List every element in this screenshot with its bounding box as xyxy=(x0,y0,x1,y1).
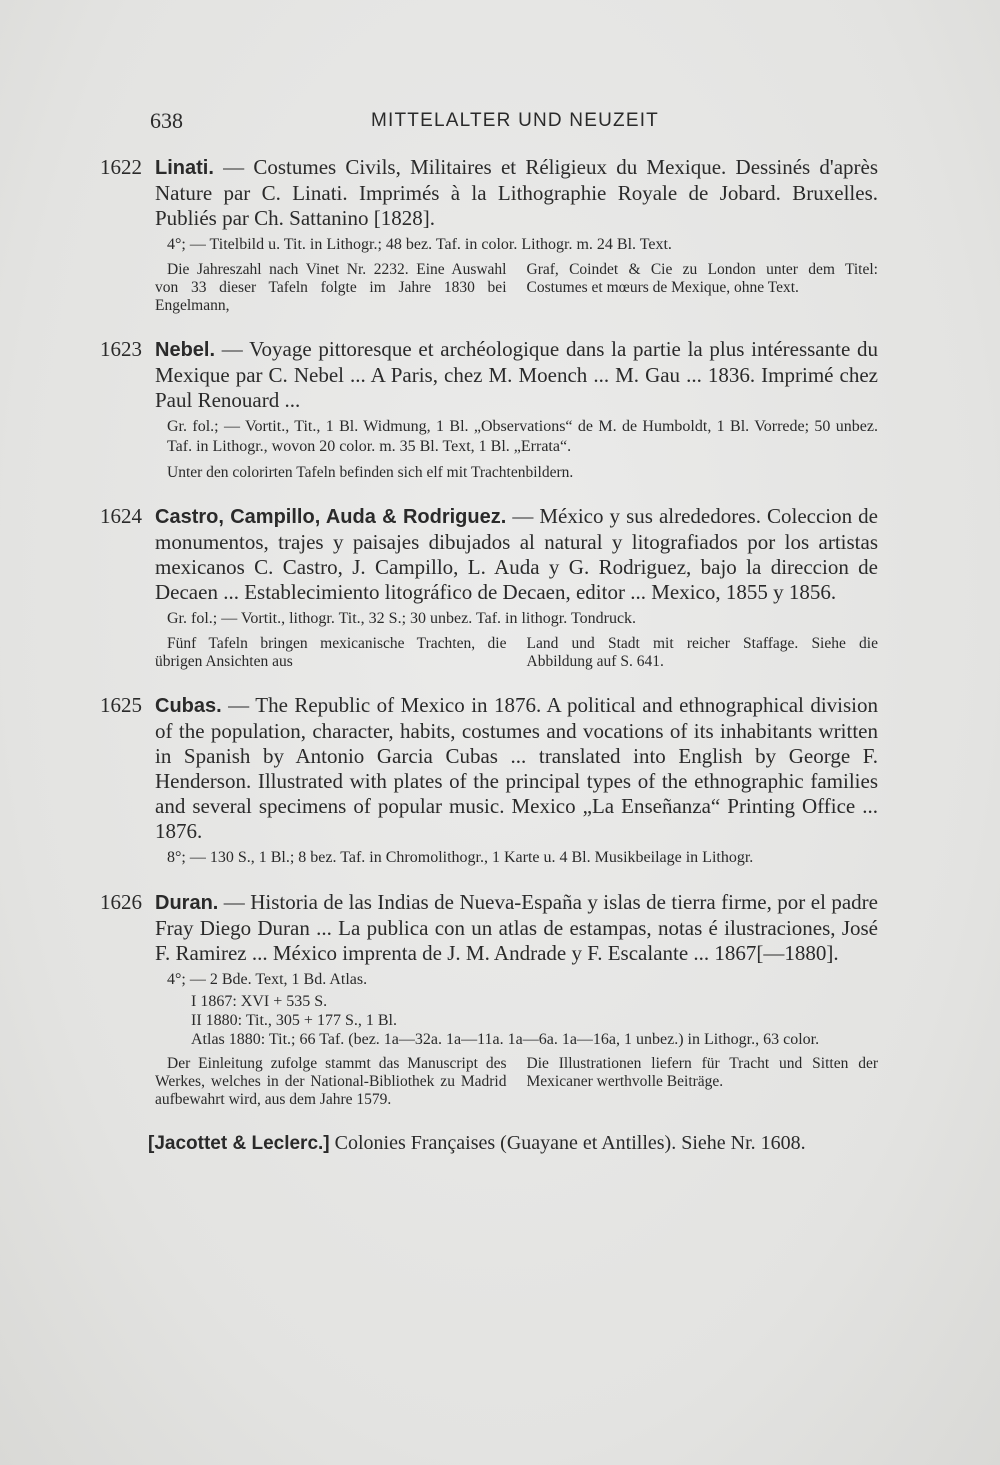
volume-line: II 1880: Tit., 305 + 177 S., 1 Bl. xyxy=(191,1012,397,1029)
note-left-column: Die Jahreszahl nach Vinet Nr. 2232. Eine Auswahl von 33 dieser Tafeln folgte im Jahre 1830 bei Engelmann, xyxy=(155,261,507,314)
entry-collation: 8°; — 130 S., 1 Bl.; 8 bez. Taf. in Chromolithogr., 1 Karte u. 4 Bl. Musikbeilage in Lithogr. xyxy=(167,849,754,866)
entry-title: — Costumes Civils, Militaires et Réligieux du Mexique. Dessinés d'après Nature par C. Linati. Imprimés à la Lithographie Royale de Jobard. Bruxelles. Publiés par Ch. Sattanino [1828]. xyxy=(155,155,879,230)
entry-note xyxy=(155,635,878,671)
catalogue-entries xyxy=(100,155,878,1156)
entry-number: 1625 xyxy=(100,693,142,717)
cross-reference-text: Colonies Françaises (Guayane et Antilles). Siehe Nr. 1608. xyxy=(334,1132,806,1154)
note-right-column: Die Illustrationen liefern für Tracht und Sitten der Mexicaner werthvolle Beiträge. xyxy=(526,1055,878,1090)
entry-author: Cubas. xyxy=(155,695,222,717)
running-title: MITTELALTER UND NEUZEIT xyxy=(371,110,659,131)
cross-reference xyxy=(100,1131,878,1156)
entry-author: Castro, Campillo, Auda & Rodriguez. xyxy=(155,506,507,528)
entry-heading xyxy=(155,504,878,605)
entry-number: 1626 xyxy=(100,890,142,914)
volume-line: Atlas 1880: Tit.; 66 Taf. (bez. 1a—32a. 1a—11a. 1a—6a. 1a—16a, 1 unbez.) in Lithogr., 63 color. xyxy=(191,1031,820,1048)
entry-collation: Gr. fol.; — Vortit., lithogr. Tit., 32 S.; 30 unbez. Taf. in lithogr. Tondruck. xyxy=(167,610,637,627)
entry-1626 xyxy=(100,890,878,1109)
cross-reference-author: [Jacottet & Leclerc.] xyxy=(148,1133,330,1154)
entry-collation: 4°; — 2 Bde. Text, 1 Bd. Atlas. xyxy=(167,971,368,988)
entry-collation: Gr. fol.; — Vortit., Tit., 1 Bl. Widmung, 1 Bl. „Observations“ de M. de Humboldt, 1 Bl. Vorrede; 50 unbez. Taf. in Lithogr., wovon 20 color. m. 35 Bl. Text, 1 Bl. „Errata“. xyxy=(167,418,878,455)
entry-number: 1622 xyxy=(100,155,142,179)
volume-list xyxy=(155,992,878,1049)
entry-1623 xyxy=(100,337,878,482)
note-left-column: Fünf Tafeln bringen mexicanische Trachten, die übrigen Ansichten aus xyxy=(155,635,507,670)
running-header xyxy=(150,108,880,142)
entry-title: — Historia de las Indias de Nueva-España y islas de tierra firme, por el padre Fray Diego Duran ... La publica con un atlas de estampas, notas é ilustraciones, José F. Ramirez ... México imprenta de J. M. Andrade y F. Escalante ... 1867[—1880]. xyxy=(155,890,878,965)
entry-author: Linati. xyxy=(155,157,214,179)
entry-heading xyxy=(155,693,878,844)
entry-title: — Voyage pittoresque et archéologique dans la partie la plus intéressante du Mexique par C. Nebel ... A Paris, chez M. Moench ... M. Gau ... 1836. Imprimé chez Paul Renouard ... xyxy=(155,337,878,412)
entry-title: — The Republic of Mexico in 1876. A political and ethnographical division of the population, character, habits, costumes and vocations of its inhabitants written in Spanish by Antonio Garcia Cubas ... translated into English by George F. Henderson. Illustrated with plates of the principal types of the ethnographic families and several specimens of popular music. Mexico „La Enseñanza“ Printing Office ... 1876. xyxy=(155,693,878,843)
entry-heading xyxy=(155,890,878,966)
entry-note xyxy=(155,1055,878,1109)
entry-1624 xyxy=(100,504,878,671)
entry-heading xyxy=(155,155,878,231)
entry-note: Unter den colorirten Tafeln befinden sich elf mit Trachtenbildern. xyxy=(167,464,574,481)
entry-author: Nebel. xyxy=(155,339,216,361)
entry-number: 1623 xyxy=(100,337,142,361)
entry-1622 xyxy=(100,155,878,315)
entry-title: — México y sus alrededores. Coleccion de monumentos, trajes y paisajes dibujados al natural y litografiados por los artistas mexicanos C. Castro, J. Campillo, L. Auda y G. Rodriguez, bajo la direccion de Decaen ... Establecimiento litográfico de Decaen, editor ... Mexico, 1855 y 1856. xyxy=(155,504,878,604)
entry-author: Duran. xyxy=(155,892,219,914)
page-number: 638 xyxy=(150,108,183,133)
volume-line: I 1867: XVI + 535 S. xyxy=(191,993,328,1010)
entry-1625 xyxy=(100,693,878,868)
entry-heading xyxy=(155,337,878,413)
note-right-column: Graf, Coindet & Cie zu London unter dem Titel: Costumes et mœurs de Mexique, ohne Text. xyxy=(526,261,878,296)
entry-note xyxy=(155,261,878,315)
note-right-column: Land und Stadt mit reicher Staffage. Siehe die Abbildung auf S. 641. xyxy=(526,635,878,670)
entry-collation: 4°; — Titelbild u. Tit. in Lithogr.; 48 bez. Taf. in color. Lithogr. m. 24 Bl. Text. xyxy=(167,236,672,253)
entry-number: 1624 xyxy=(100,504,142,528)
note-left-column: Der Einleitung zufolge stammt das Manuscript des Werkes, welches in der National-Bibliothek zu Madrid aufbewahrt wird, aus dem Jahre 1579. xyxy=(155,1055,507,1108)
